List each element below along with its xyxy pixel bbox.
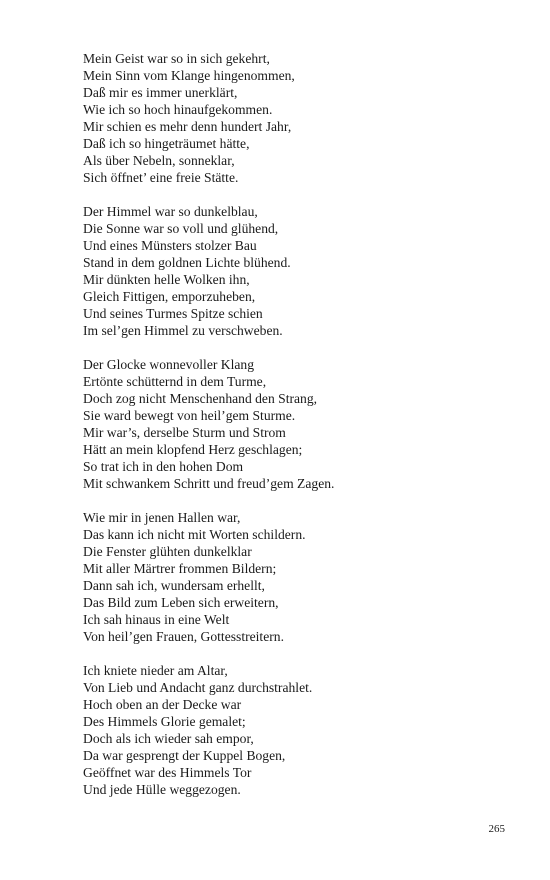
verse-line: Wie mir in jenen Hallen war,: [83, 510, 241, 525]
verse-line: Gleich Fittigen, emporzuheben,: [83, 289, 256, 304]
verse-line: Ich sah hinaus in eine Welt: [83, 612, 230, 627]
verse-line: Sich öffnet’ eine freie Stätte.: [83, 170, 239, 185]
verse-line: Die Fenster glühten dunkelklar: [83, 544, 252, 559]
verse-line: Stand in dem goldnen Lichte blühend.: [83, 255, 291, 270]
verse-line: Der Glocke wonnevoller Klang: [83, 357, 254, 372]
stanza-4: [83, 509, 523, 645]
verse-line: Mir schien es mehr denn hundert Jahr,: [83, 119, 292, 134]
verse-line: Des Himmels Glorie gemalet;: [83, 714, 246, 729]
verse-line: Der Himmel war so dunkelblau,: [83, 204, 258, 219]
verse-line: Ich kniete nieder am Altar,: [83, 663, 228, 678]
verse-line: Wie ich so hoch hinaufgekommen.: [83, 102, 273, 117]
verse-line: Mit schwankem Schritt und freud’gem Zagen.: [83, 476, 335, 491]
poem-body: [83, 50, 523, 815]
verse-line: Mir war’s, derselbe Sturm und Strom: [83, 425, 286, 440]
verse-line: Doch zog nicht Menschenhand den Strang,: [83, 391, 318, 406]
verse-line: Mein Sinn vom Klange hingenommen,: [83, 68, 295, 83]
verse-line: Und seines Turmes Spitze schien: [83, 306, 263, 321]
verse-line: Und jede Hülle weggezogen.: [83, 782, 241, 797]
verse-line: Die Sonne war so voll und glühend,: [83, 221, 279, 236]
verse-line: Ertönte schütternd in dem Turme,: [83, 374, 267, 389]
verse-line: Daß mir es immer unerklärt,: [83, 85, 238, 100]
verse-line: Und eines Münsters stolzer Bau: [83, 238, 257, 253]
stanza-5: [83, 662, 523, 798]
stanza-1: [83, 50, 523, 186]
verse-line: Mit aller Märtrer frommen Bildern;: [83, 561, 277, 576]
verse-line: Von heil’gen Frauen, Gottesstreitern.: [83, 629, 284, 644]
verse-line: Als über Nebeln, sonneklar,: [83, 153, 235, 168]
verse-line: Dann sah ich, wundersam erhellt,: [83, 578, 265, 593]
verse-line: Von Lieb und Andacht ganz durchstrahlet.: [83, 680, 313, 695]
verse-line: Das kann ich nicht mit Worten schildern.: [83, 527, 306, 542]
verse-line: Hoch oben an der Decke war: [83, 697, 242, 712]
verse-line: Geöffnet war des Himmels Tor: [83, 765, 252, 780]
stanza-3: [83, 356, 523, 492]
verse-line: Das Bild zum Leben sich erweitern,: [83, 595, 279, 610]
stanza-2: [83, 203, 523, 339]
verse-line: Doch als ich wieder sah empor,: [83, 731, 254, 746]
verse-line: Daß ich so hingeträumet hätte,: [83, 136, 250, 151]
verse-line: So trat ich in den hohen Dom: [83, 459, 244, 474]
verse-line: Da war gesprengt der Kuppel Bogen,: [83, 748, 286, 763]
verse-line: Im sel’gen Himmel zu verschweben.: [83, 323, 283, 338]
verse-line: Mir dünkten helle Wolken ihn,: [83, 272, 250, 287]
page-number: 265: [488, 823, 505, 835]
verse-line: Sie ward bewegt von heil’gem Sturme.: [83, 408, 296, 423]
verse-line: Mein Geist war so in sich gekehrt,: [83, 51, 270, 66]
verse-line: Hätt an mein klopfend Herz geschlagen;: [83, 442, 303, 457]
